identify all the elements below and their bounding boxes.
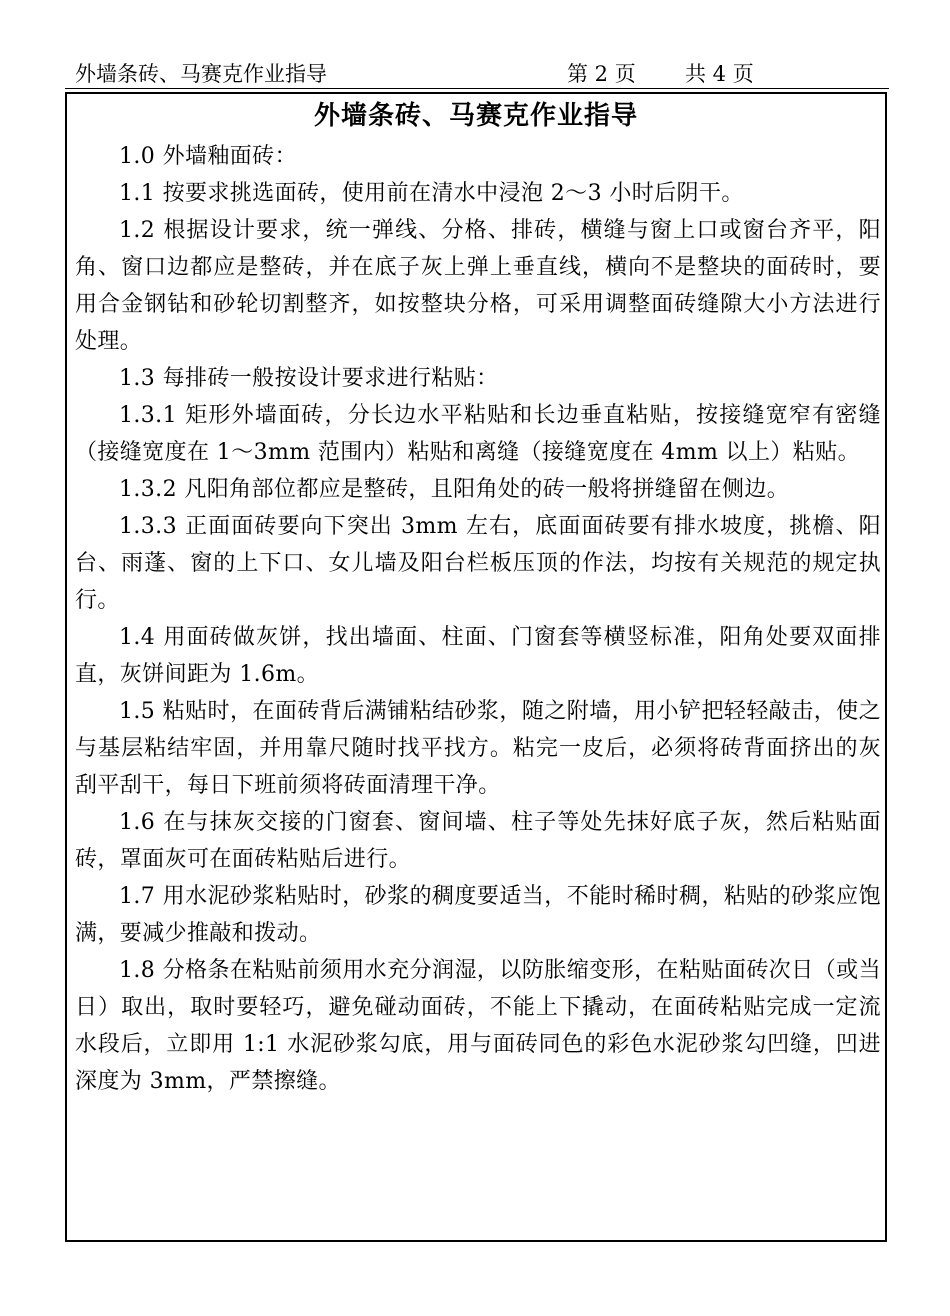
- content-box: [65, 92, 887, 1242]
- paragraph: 1.0 外墙釉面砖：: [119, 144, 297, 169]
- header-page-total: 共 4 页: [685, 62, 754, 86]
- paragraph: 1.6 在与抹灰交接的门窗套、窗间墙、柱子等处先抹好底子灰，然后粘贴面砖，罩面灰可在面砖粘贴后进行。: [75, 810, 881, 872]
- paragraph: 1.1 按要求挑选面砖，使用前在清水中浸泡 2～3 小时后阴干。: [119, 181, 744, 206]
- paragraph: 1.4 用面砖做灰饼，找出墙面、柱面、门窗套等横竖标准，阳角处要双面排直，灰饼间距为 1.6m。: [75, 625, 881, 687]
- paragraph: 1.5 粘贴时，在面砖背后满铺粘结砂浆，随之附墙，用小铲把轻轻敲击，使之与基层粘结牢固，并用靠尺随时找平找方。粘完一皮后，必须将砖背面挤出的灰刮平刮干，每日下班前须将砖面清理干净。: [75, 699, 881, 798]
- header-doc-title: 外墙条砖、马赛克作业指导: [75, 62, 327, 86]
- paragraph: 1.3.3 正面面砖要向下突出 3mm 左右，底面面砖要有排水坡度，挑檐、阳台、雨蓬、窗的上下口、女儿墙及阳台栏板压顶的作法，均按有关规范的规定执行。: [75, 514, 881, 613]
- paragraph: 1.7 用水泥砂浆粘贴时，砂浆的稠度要适当，不能时稀时稠，粘贴的砂浆应饱满，要减少推敲和拨动。: [75, 884, 881, 946]
- body-text: [75, 138, 881, 1100]
- header-page-number: 第 2 页: [567, 62, 636, 86]
- page-header: [75, 58, 895, 90]
- paragraph: 1.3 每排砖一般按设计要求进行粘贴：: [119, 366, 499, 391]
- paragraph: 1.3.1 矩形外墙面砖，分长边水平粘贴和长边垂直粘贴，按接缝宽窄有密缝（接缝宽度在 1～3mm 范围内）粘贴和离缝（接缝宽度在 4mm 以上）粘贴。: [75, 403, 881, 465]
- section-title: 外墙条砖、马赛克作业指导: [313, 101, 638, 131]
- header-divider: [65, 88, 889, 89]
- paragraph: 1.2 根据设计要求，统一弹线、分格、排砖，横缝与窗上口或窗台齐平，阳角、窗口边都应是整砖，并在底子灰上弹上垂直线，横向不是整块的面砖时，要用合金钢钻和砂轮切割整齐，如按整块分格，可采用调整面砖缝隙大小方法进行处理。: [75, 218, 881, 354]
- paragraph: 1.3.2 凡阳角部位都应是整砖，且阳角处的砖一般将拼缝留在侧边。: [119, 477, 790, 502]
- paragraph: 1.8 分格条在粘贴前须用水充分润湿，以防胀缩变形，在粘贴面砖次日（或当日）取出，取时要轻巧，避免碰动面砖，不能上下撬动，在面砖粘贴完成一定流水段后，立即用 1:1 水泥砂浆勾底，用与面砖同色的彩色水泥砂浆勾凹缝，凹进深度为 3mm，严禁擦缝。: [75, 958, 881, 1094]
